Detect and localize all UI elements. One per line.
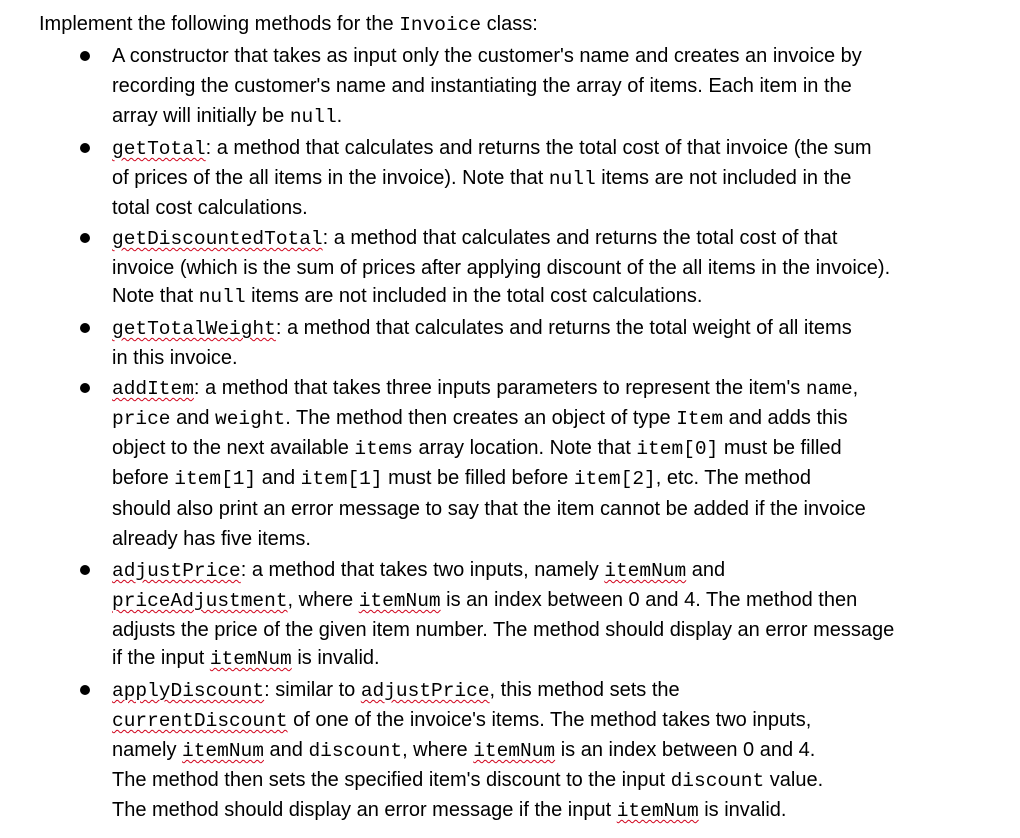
bullet-icon xyxy=(80,685,90,695)
list-item-line: of prices of the all items in the invoice). Note that null items are not included in the xyxy=(112,167,852,190)
list-item-line: array will initially be null. xyxy=(112,105,343,128)
list-item-line: namely itemNum and discount, where itemNum is an index between 0 and 4. xyxy=(112,739,816,762)
inline-code: null xyxy=(289,106,337,128)
bullet-icon xyxy=(80,383,90,393)
inline-code: weight xyxy=(215,408,286,430)
list-item-line: getTotal: a method that calculates and returns the total cost of that invoice (the sum xyxy=(112,137,872,160)
bullet-icon xyxy=(80,565,90,575)
method-name-code: getDiscountedTotal xyxy=(112,228,323,250)
inline-code: currentDiscount xyxy=(112,710,288,732)
list-item-line: A constructor that takes as input only the customer's name and creates an invoice by xyxy=(112,45,862,67)
intro-text: Implement the following methods for the xyxy=(39,13,400,35)
inline-code: item[2] xyxy=(573,468,656,490)
inline-code: itemNum xyxy=(182,740,264,762)
list-item-line: The method then sets the specified item's discount to the input discount value. xyxy=(112,769,824,792)
inline-code: null xyxy=(198,286,246,308)
list-item-line: invoice (which is the sum of prices after applying discount of the all items in the invoice). xyxy=(112,257,891,279)
list-item-line: price and weight. The method then creates an object of type Item and adds this xyxy=(112,407,848,430)
list-item-line: getTotalWeight: a method that calculates and returns the total weight of all items xyxy=(112,317,852,340)
inline-code: itemNum xyxy=(616,800,699,822)
list-item-line: should also print an error message to say that the item cannot be added if the invoice xyxy=(112,498,866,520)
inline-code: itemNum xyxy=(209,648,292,670)
list-item-line: already has five items. xyxy=(112,528,311,550)
method-name-code: getTotal xyxy=(112,138,206,160)
inline-code: itemNum xyxy=(358,590,441,612)
list-item-line: adjustPrice: a method that takes two inputs, namely itemNum and xyxy=(112,559,726,582)
intro-line xyxy=(39,12,538,36)
method-name-code: getTotalWeight xyxy=(112,318,276,340)
bullet-icon xyxy=(80,233,90,243)
list-item-line: object to the next available items array location. Note that item[0] must be filled xyxy=(112,437,842,460)
inline-code: item[0] xyxy=(636,438,719,460)
list-item-line: priceAdjustment, where itemNum is an index between 0 and 4. The method then xyxy=(112,589,858,612)
list-item-line: currentDiscount of one of the invoice's items. The method takes two inputs, xyxy=(112,709,812,732)
invoice-class-code: Invoice xyxy=(399,14,482,36)
method-name-code: adjustPrice xyxy=(112,560,241,582)
inline-code: name xyxy=(805,378,853,400)
list-item-line: before item[1] and item[1] must be filled before item[2], etc. The method xyxy=(112,467,812,490)
inline-code: discount xyxy=(308,740,403,762)
list-item-line: recording the customer's name and instantiating the array of items. Each item in the xyxy=(112,75,852,97)
bullet-icon xyxy=(80,323,90,333)
method-name-code: addItem xyxy=(112,378,194,400)
list-item-line: applyDiscount: similar to adjustPrice, this method sets the xyxy=(112,679,680,702)
inline-code: Item xyxy=(676,408,724,430)
inline-code: adjustPrice xyxy=(360,680,490,702)
inline-code: item[1] xyxy=(174,468,257,490)
list-item-line: if the input itemNum is invalid. xyxy=(112,647,380,670)
inline-code: null xyxy=(548,168,596,190)
inline-code: items xyxy=(354,438,413,460)
intro-text-end: class: xyxy=(481,13,538,35)
inline-code: discount xyxy=(670,770,765,792)
list-item-line: in this invoice. xyxy=(112,347,238,369)
list-item-line: getDiscountedTotal: a method that calculates and returns the total cost of that xyxy=(112,227,838,250)
list-item-line: addItem: a method that takes three inputs parameters to represent the item's name, xyxy=(112,377,859,400)
inline-code: itemNum xyxy=(473,740,556,762)
list-item-line: The method should display an error message if the input itemNum is invalid. xyxy=(112,799,787,822)
bullet-icon xyxy=(80,143,90,153)
inline-code: itemNum xyxy=(604,560,687,582)
inline-code: priceAdjustment xyxy=(112,590,288,612)
inline-code: price xyxy=(112,408,171,430)
bullet-icon xyxy=(80,51,90,61)
inline-code: item[1] xyxy=(300,468,383,490)
list-item-line: Note that null items are not included in the total cost calculations. xyxy=(112,285,703,308)
list-item-line: adjusts the price of the given item number. The method should display an error message xyxy=(112,619,895,641)
list-item-line: total cost calculations. xyxy=(112,197,308,219)
method-name-code: applyDiscount xyxy=(112,680,265,702)
